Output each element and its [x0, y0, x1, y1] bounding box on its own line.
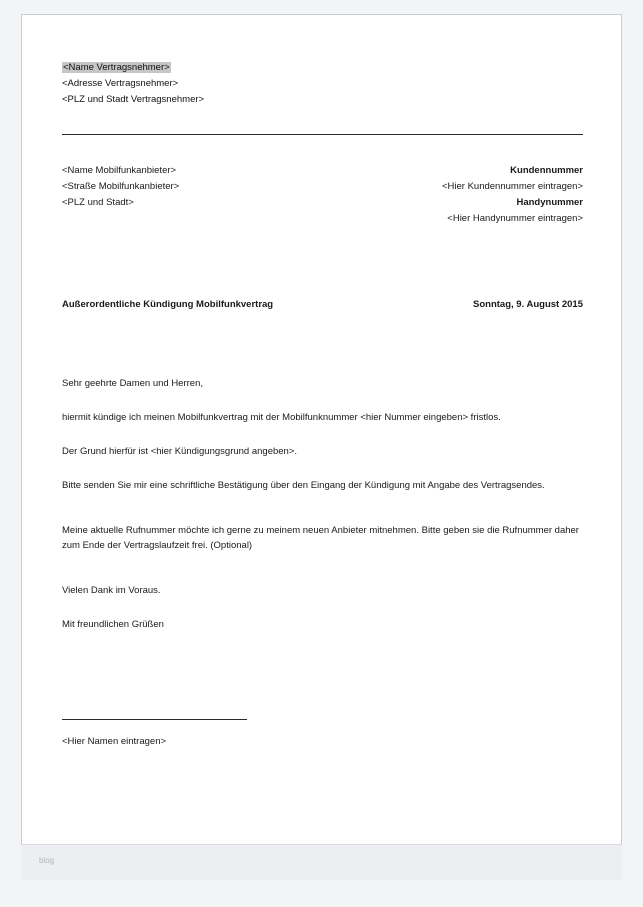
body-paragraph-2: Der Grund hierfür ist <hier Kündigungsgrund angeben>.	[62, 446, 298, 457]
customer-number-label: Kundennummer	[510, 165, 583, 176]
recipient-line-2: <Straße Mobilfunkanbieter>	[62, 181, 180, 192]
signature-space	[62, 651, 583, 719]
address-reference-row	[62, 163, 583, 227]
letter-content	[62, 60, 583, 747]
subject-date-row	[62, 299, 583, 310]
customer-number-value: <Hier Kundennummer eintragen>	[441, 181, 583, 192]
footer-watermark: blog	[39, 856, 55, 865]
sender-name-highlighted: <Name Vertragsnehmer>	[63, 62, 170, 73]
signature-line	[62, 719, 247, 720]
salutation: Sehr geehrte Damen und Herren,	[62, 378, 203, 389]
thanks-line: Vielen Dank im Voraus.	[62, 585, 161, 596]
closing-line: Mit freundlichen Grüßen	[62, 619, 164, 630]
body-paragraph-3: Bitte senden Sie mir eine schriftliche Bestätigung über den Eingang der Kündigung mit Angabe des Vertragsendes.	[62, 480, 545, 491]
body-paragraph-1: hiermit kündige ich meinen Mobilfunkvertrag mit der Mobilfunknummer <hier Nummer eingeben> fristlos.	[62, 412, 501, 423]
body-paragraph-4: Meine aktuelle Rufnummer möchte ich gerne zu meinem neuen Anbieter mitnehmen. Bitte geben sie die Rufnummer daher zum Ende der Vertragslaufzeit frei. (Optional)	[62, 525, 579, 551]
signature-name: <Hier Namen eintragen>	[62, 736, 167, 747]
phone-number-label: Handynummer	[516, 197, 583, 208]
recipient-address-block	[62, 163, 179, 227]
footer-strip	[21, 844, 622, 880]
sender-line-1	[62, 60, 583, 76]
sender-line-3: <PLZ und Stadt Vertragsnehmer>	[62, 94, 205, 105]
sender-line-2: <Adresse Vertragsnehmer>	[62, 78, 179, 89]
recipient-line-3: <PLZ und Stadt>	[62, 197, 134, 208]
recipient-line-1: <Name Mobilfunkanbieter>	[62, 165, 177, 176]
subject-line: Außerordentliche Kündigung Mobilfunkvertrag	[62, 299, 274, 310]
phone-number-value: <Hier Handynummer eintragen>	[447, 213, 583, 224]
letter-body	[62, 376, 583, 632]
date-line: Sonntag, 9. August 2015	[473, 299, 583, 310]
reference-block	[442, 163, 583, 227]
sender-address-block	[62, 60, 583, 108]
header-divider	[62, 134, 583, 135]
document-sheet	[21, 14, 622, 880]
